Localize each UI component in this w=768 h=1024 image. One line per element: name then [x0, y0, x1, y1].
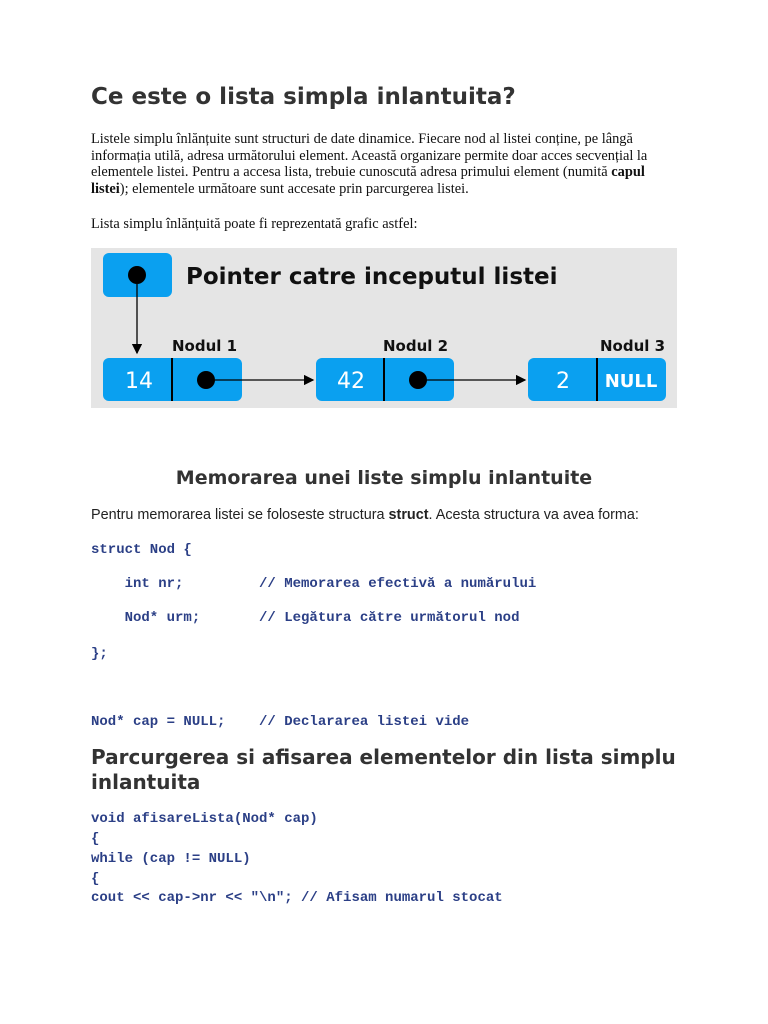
linked-list-svg — [91, 248, 677, 408]
node-1-pointer-dot — [197, 371, 215, 389]
intro-paragraph — [91, 131, 681, 197]
code-line: void afisareLista(Nod* cap) — [91, 811, 318, 827]
memorare-paragraph — [91, 507, 677, 524]
code-line: }; — [91, 646, 108, 662]
code-line: Nod* urm; // Legătura către următorul nod — [91, 610, 520, 626]
section-title-parcurgere: Parcurgerea si afisarea elementelor din lista simplu inlantuita — [91, 745, 676, 794]
code-line: Nod* cap = NULL; // Declararea listei vide — [91, 714, 470, 730]
node-2-value: 42 — [337, 369, 365, 394]
code-line: { — [91, 871, 100, 887]
intro-text-1: Listele simplu înlănțuite sunt structuri de date dinamice. Fiecare nod al listei conține, pe lângă informația utilă, adresa următorului element. Această organizare permite doar acces secvențial la elementele listei. Pentru a accesa lista, trebuie cunoscută adresa primului element (numită — [91, 131, 648, 181]
node-label-1: Nodul 1 — [172, 337, 238, 355]
node-label-3: Nodul 3 — [600, 337, 666, 355]
node-2-pointer-dot — [409, 371, 427, 389]
node-3-value: 2 — [556, 369, 570, 394]
node-label-2: Nodul 2 — [383, 337, 449, 355]
section-title-memorare: Memorarea unei liste simplu inlantuite — [175, 467, 593, 489]
intro-bold-term: capul listei — [91, 164, 645, 197]
code-line: cout << cap->nr << "\n"; // Afisam numarul stocat — [91, 890, 503, 906]
node-3-null-label: NULL — [604, 371, 658, 392]
head-pointer-label: Pointer catre inceputul listei — [186, 264, 558, 290]
memorare-text-2: . Acesta structura va avea forma: — [428, 507, 639, 523]
code-line: int nr; // Memorarea efectivă a numărului — [91, 576, 537, 592]
representation-text: Lista simplu înlănțuită poate fi reprezentată grafic astfel: — [91, 216, 418, 232]
code-line: while (cap != NULL) — [91, 851, 251, 867]
linked-list-diagram — [91, 248, 677, 408]
memorare-bold-struct: struct — [388, 507, 429, 523]
code-line: { — [91, 831, 100, 847]
code-line: struct Nod { — [91, 542, 192, 558]
page-title: Ce este o lista simpla inlantuita? — [91, 84, 516, 110]
node-1-value: 14 — [125, 369, 153, 394]
intro-text-2: ); elementele următoare sunt accesate prin parcurgerea listei. — [119, 180, 469, 197]
head-pointer-dot — [128, 266, 146, 284]
memorare-text-1: Pentru memorarea listei se foloseste structura — [91, 507, 389, 523]
